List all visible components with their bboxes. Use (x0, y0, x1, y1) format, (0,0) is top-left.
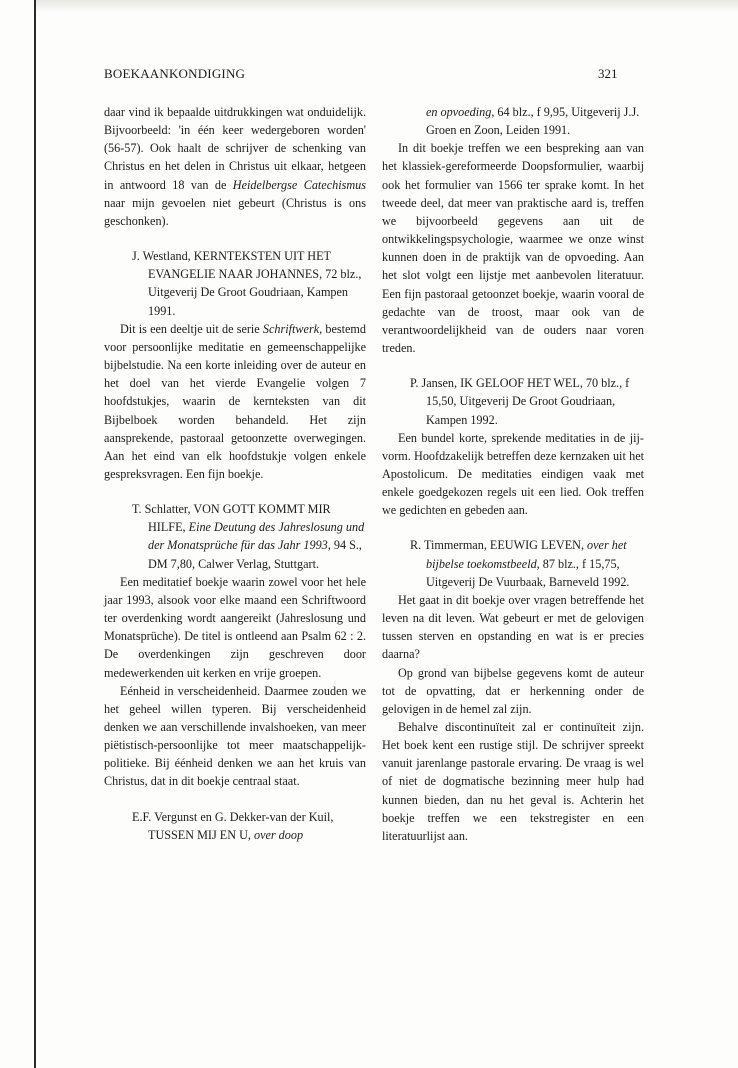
paragraph: Behalve discontinuïteit zal er continuïteit zijn. Het boek kent een rustige stijl. De schrijver spreekt vanuit jarenlange pastorale ervaring. De vraag is wel of niet de dogmatische bezinning meer hulp had kunnen bieden, dan nu het geval is. Achterin het boekje treffen we een tekstregister en een literatuurlijst aan. (382, 720, 644, 843)
paragraph: Een bundel korte, sprekende meditaties in de jij-vorm. Hoofdzakelijk betreffen deze kernzaken uit het Apostolicum. De meditaties eindigen vaak met enkele goedgekozen regels uit een lied. Ook treffen we gedichten en gebeden aan. (382, 430, 644, 518)
book-entry-timmerman: R. Timmerman, EEUWIG LEVEN, over het bijbelse toekomstbeeld, 87 blz., f 15,75, Uitgeverij De Vuurbaak, Barneveld 1992. (410, 538, 630, 589)
paragraph: daar vind ik bepaalde uitdrukkingen wat onduidelijk. Bijvoorbeeld: 'in één keer wedergeboren worden' (56-57). Ook haalt de schrijver de schenking van Christus en het delen in Christus uit elkaar, hetgeen in antwoord 18 van de Heidelbergse Catechismus naar mijn gevoelen niet gebeurt (Christus is ons geschonken). (104, 105, 366, 228)
book-entry-schlatter: T. Schlatter, VON GOTT KOMMT MIR HILFE, Eine Deutung des Jahreslosung und der Monatsprüche für das Jahr 1993, 94 S., DM 7,80, Calwer Verlag, Stuttgart. (132, 502, 365, 571)
running-head: BOEKAANKONDIGING (104, 66, 246, 81)
paragraph: Dit is een deeltje uit de serie Schriftwerk, bestemd voor persoonlijke meditatie en gemeenschappelijke bijbelstudie. Na een korte inleiding over de auteur en het doel van het vierde Evangelie volgen 7 hoofdstukjes, waarin de kernteksten van dit Bijbelboek worden behandeld. Het zijn aansprekende, pastoraal getoonzette overwegingen. Aan het eind van elk hoofdstukje volgen enkele gespreksvragen. Een fijn boekje. (104, 321, 367, 481)
paragraph: Op grond van bijbelse gegevens komt de auteur tot de opvatting, dat er herkenning onder de gelovigen in de hemel zal zijn. (382, 665, 644, 716)
page-number: 321 (598, 66, 618, 81)
book-entry-vergunst-continued: en opvoeding, 64 blz., f 9,95, Uitgeverij J.J. Groen en Zoon, Leiden 1991. (426, 105, 640, 138)
paragraph: Het gaat in dit boekje over vragen betreffende het leven na dit leven. Wat gebeurt er met de gelovigen tussen sterven en opstanding en wat is er precies daarna? (382, 592, 644, 662)
left-column (104, 103, 366, 844)
book-entry-jansen: P. Jansen, IK GELOOF HET WEL, 70 blz., f 15,50, Uitgeverij De Groot Goudriaan, Kampen 1992. (410, 376, 630, 427)
book-entry-westland: J. Westland, KERNTEKSTEN UIT HET EVANGELIE NAAR JOHANNES, 72 blz., Uitgeverij De Groot Goudriaan, Kampen 1991. (132, 249, 362, 318)
scan-top-shadow (36, 0, 738, 12)
paragraph: In dit boekje treffen we een bespreking aan van het klassiek-gereformeerde Doopsformulier, waarbij ook het formulier van 1566 ter sprake komt. In het tweede deel, dat meer van praktische aard is, treffen we bijvoorbeeld gegevens aan uit de ontwikkelingspsychologie, waarmee we onze winst kunnen doen in de praktijk van de opvoeding. Aan het slot volgt een lijstje met aanbevolen literatuur. Een fijn pastoraal getoonzet boekje, waarin vooral de gedachte van de troost, maar ook van de verantwoordelijkheid van de ouders naar voren treden. (382, 141, 644, 356)
book-entry-vergunst: E.F. Vergunst en G. Dekker-van der Kuil, TUSSEN MIJ EN U, over doop (132, 809, 334, 842)
paragraph: Een meditatief boekje waarin zowel voor het hele jaar 1993, alsook voor elke maand een Schriftwoord ter overdenking wordt aangereikt (Jahreslosung und Monatsprüche). De titel is ontleend aan Psalm 62 : 2. De overdenkingen zijn geschreven door medewerkenden uit kerken en vrije groepen. (104, 574, 366, 680)
page-binding-edge (34, 0, 36, 1068)
paragraph: Eénheid in verscheidenheid. Daarmee zouden we het geheel willen typeren. Bij verscheidenheid denken we aan verschillende invalshoeken, van meer piëtistisch-persoonlijke tot meer maatschappelijk-politieke. Bij éénheid denken we aan het kruis van Christus, dat in dit boekje centraal staat. (104, 683, 366, 789)
